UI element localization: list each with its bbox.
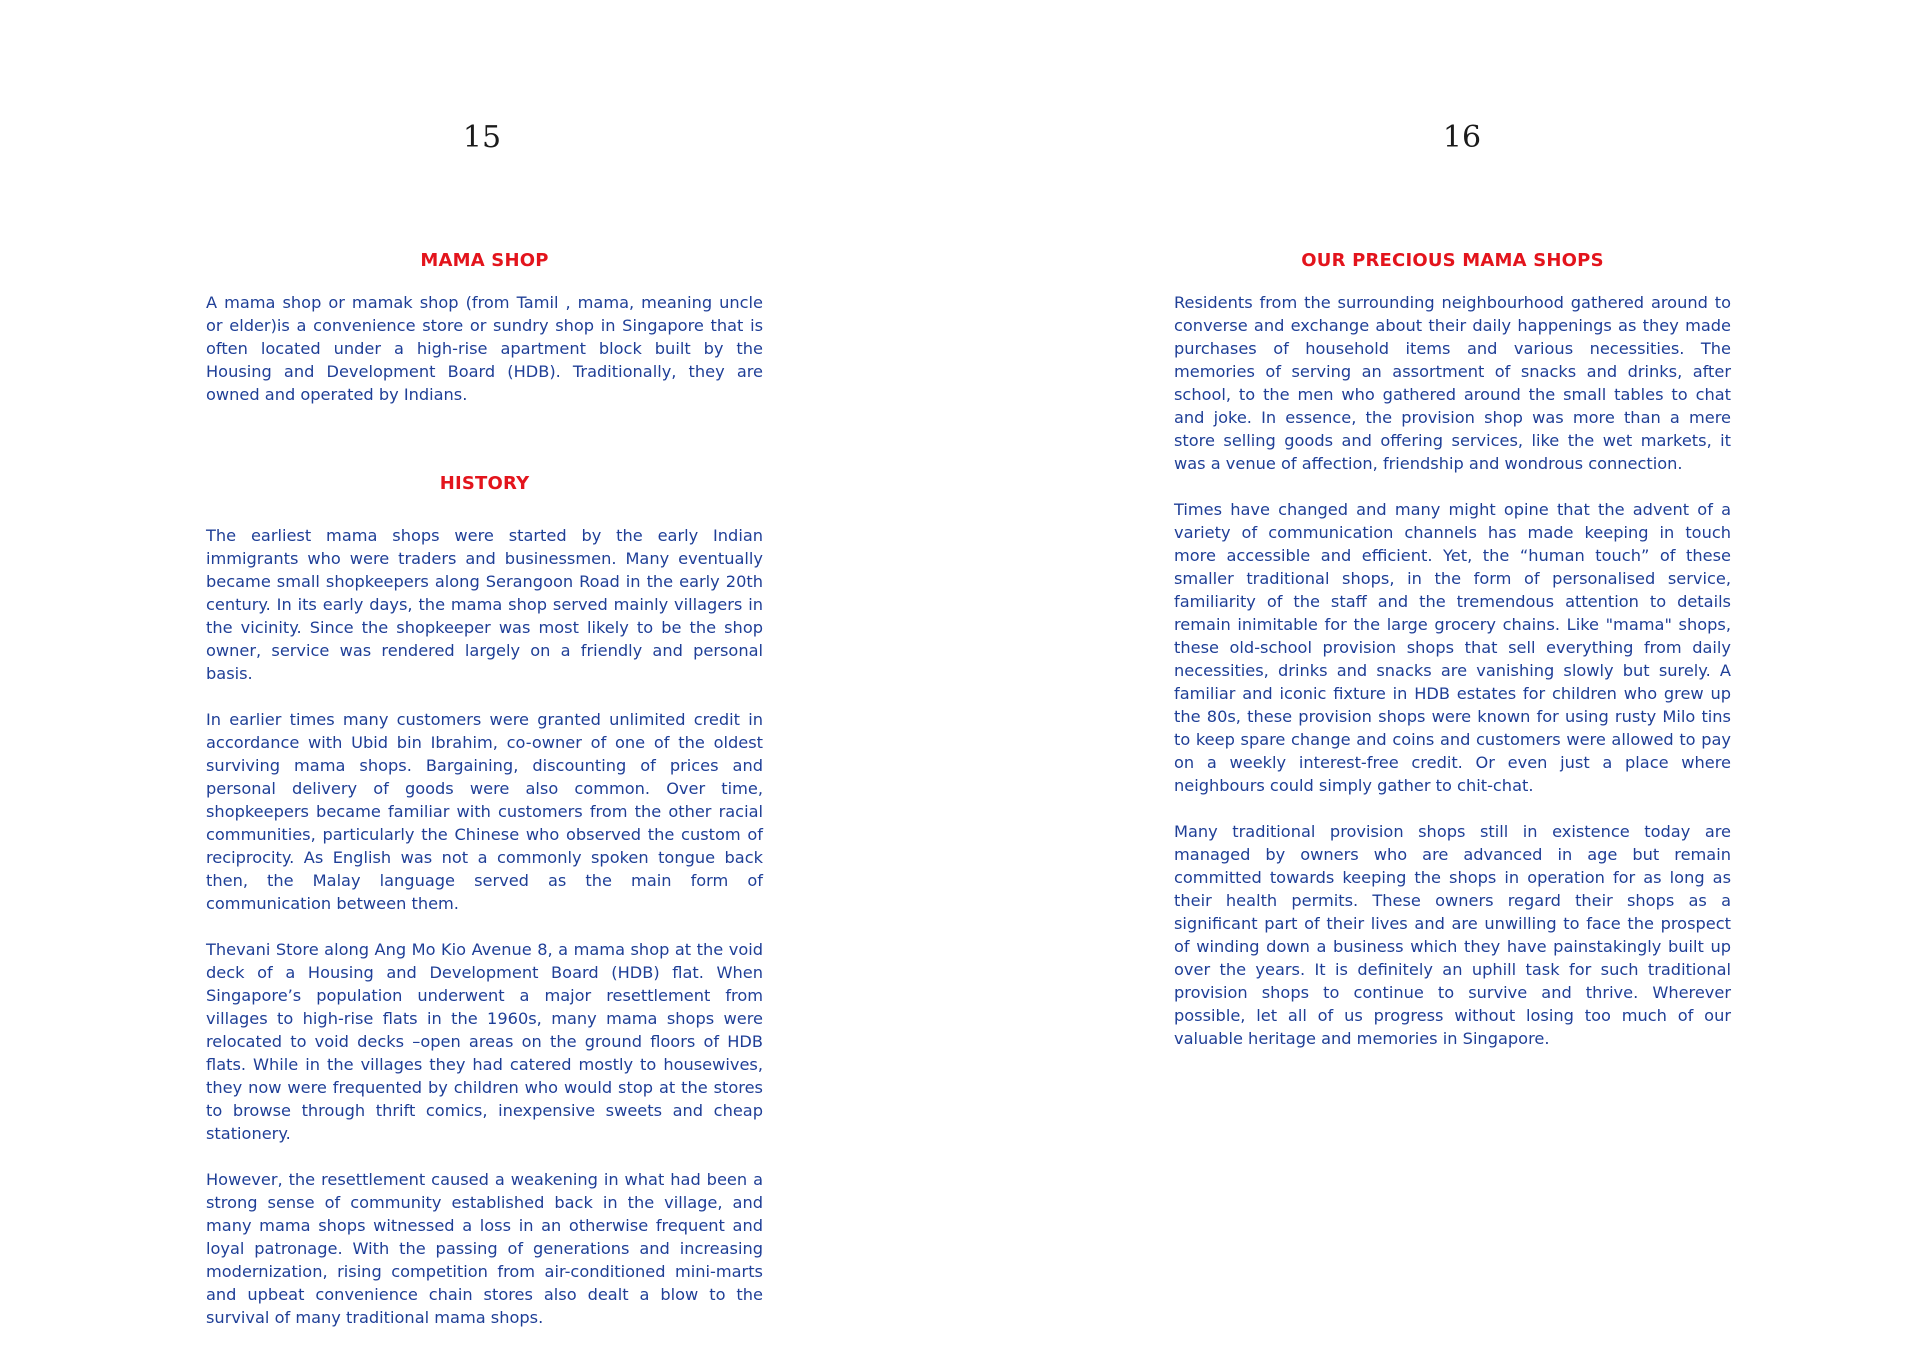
precious-mama-shops-section: [1174, 250, 1731, 1050]
section-heading: MAMA SHOP: [420, 250, 549, 271]
mama-shop-section: [206, 250, 763, 406]
paragraph: Times have changed and many might opine that the advent of a variety of communication channels has made keeping in touch more accessible and efficient. Yet, the “human touch” of these smaller traditional shops, in the form of personalised service, familiarity of the staff and the tremendous attention to details remain inimitable for the large grocery chains. Like "mama" shops, these old-school provision shops that sell everything from daily necessities, drinks and snacks are vanishing slowly but surely. A familiar and iconic fixture in HDB estates for children who grew up the 80s, these provision shops were known for using rusty Milo tins to keep spare change and coins and customers were allowed to pay on a weekly interest-free credit. Or even just a place where neighbours could simply gather to chit-chat.: [1174, 500, 1731, 795]
right-page: [960, 0, 1920, 1362]
section-heading: OUR PRECIOUS MAMA SHOPS: [1301, 250, 1604, 271]
paragraph: Thevani Store along Ang Mo Kio Avenue 8, a mama shop at the void deck of a Housing and Development Board (HDB) flat. When Singapore’s population underwent a major resettlement from villages to high-rise flats in the 1960s, many mama shops were relocated to void decks –open areas on the ground floors of HDB flats. While in the villages they had catered mostly to housewives, they now were frequented by children who would stop at the stores to browse through thrift comics, inexpensive sweets and cheap stationery.: [206, 940, 763, 1143]
page-number: 15: [462, 120, 502, 155]
paragraph: Residents from the surrounding neighbourhood gathered around to converse and exchange about their daily happenings as they made purchases of household items and various necessities. The memories of serving an assortment of snacks and drinks, after school, to the men who gathered around the small tables to chat and joke. In essence, the provision shop was more than a mere store selling goods and offering services, like the wet markets, it was a venue of affection, friendship and wondrous connection.: [1174, 293, 1731, 473]
paragraph: A mama shop or mamak shop (from Tamil , mama, meaning uncle or elder)is a convenience store or sundry shop in Singapore that is often located under a high-rise apartment block built by the Housing and Development Board (HDB). Traditionally, they are owned and operated by Indians.: [206, 293, 763, 404]
paragraph: However, the resettlement caused a weakening in what had been a strong sense of community established back in the village, and many mama shops witnessed a loss in an otherwise frequent and loyal patronage. With the passing of generations and increasing modernization, rising competition from air-conditioned mini-marts and upbeat convenience chain stores also dealt a blow to the survival of many traditional mama shops.: [206, 1170, 763, 1327]
section-heading: HISTORY: [439, 473, 530, 494]
paragraph: In earlier times many customers were granted unlimited credit in accordance with Ubid bin Ibrahim, co-owner of one of the oldest surviving mama shops. Bargaining, discounting of prices and personal delivery of goods were also common. Over time, shopkeepers became familiar with customers from the other racial communities, particularly the Chinese who observed the custom of reciprocity. As English was not a commonly spoken tongue back then, the Malay language served as the main form of communication between them.: [206, 710, 763, 913]
paragraph: The earliest mama shops were started by the early Indian immigrants who were traders and businessmen. Many eventually became small shopkeepers along Serangoon Road in the early 20th century. In its early days, the mama shop served mainly villagers in the vicinity. Since the shopkeeper was most likely to be the shop owner, service was rendered largely on a friendly and personal basis.: [206, 526, 763, 683]
history-section: [206, 473, 763, 1329]
page-number: 16: [1442, 120, 1482, 155]
paragraph: Many traditional provision shops still in existence today are managed by owners who are advanced in age but remain committed towards keeping the shops in operation for as long as their health permits. These owners regard their shops as a significant part of their lives and are unwilling to face the prospect of winding down a business which they have painstakingly built up over the years. It is definitely an uphill task for such traditional provision shops to continue to survive and thrive. Wherever possible, let all of us progress without losing too much of our valuable heritage and memories in Singapore.: [1174, 822, 1731, 1048]
